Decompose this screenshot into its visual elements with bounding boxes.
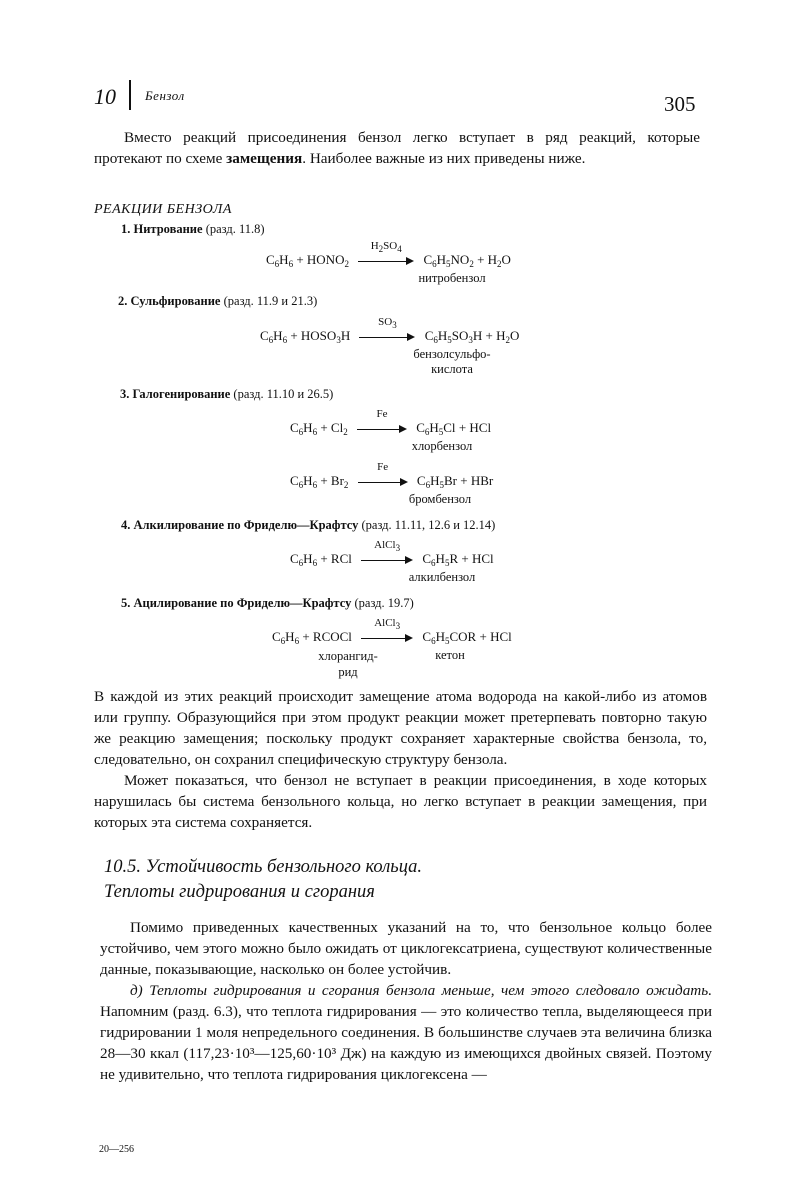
chapter-title: Бензол bbox=[145, 88, 185, 103]
paragraph-text: Напомним (разд. 6.3), что теплота гидрирования — это количество тепла, выделяющееся при гидрировании 1 моля непредельного соединения. В большинстве случаев эта величина близка 28—30 ккал (117,23·10³—125,60·10³ Дж) на каждую из имеющихся двойных связей. Поэтому не удивительно, что теплота гидрирования циклогексена — bbox=[100, 1003, 712, 1083]
intro-bold: замещения bbox=[226, 150, 303, 167]
catalyst: $SO_3$ bbox=[378, 316, 397, 331]
caption-nitrobenzene: нитробензол bbox=[418, 271, 486, 285]
reaction-arrow bbox=[358, 461, 408, 489]
reaction-name: 4. Алкилирование по Фриделю—Крафтсу bbox=[121, 518, 359, 532]
catalyst: $H_2SO_4$ bbox=[370, 240, 402, 255]
printer-signature: 20—256 bbox=[99, 1144, 134, 1155]
reaction-arrow bbox=[361, 539, 413, 567]
catalyst: Fe bbox=[376, 408, 388, 421]
reaction-arrow bbox=[361, 617, 413, 645]
caption-acyl-chloride: хлорангид- рид bbox=[318, 649, 378, 679]
header-divider bbox=[129, 80, 131, 110]
paragraph bbox=[100, 980, 712, 1085]
reaction-arrow bbox=[357, 408, 407, 436]
reaction-ref: (разд. 11.11, 12.6 и 12.14) bbox=[361, 518, 496, 532]
caption-bromobenzene: бромбензол bbox=[408, 492, 472, 506]
catalyst: AlCl$_3$ bbox=[374, 539, 401, 554]
equation-sulfonation: $C_6H_6$ + $HOSO_3H$ $SO_3$ $C_6H_5SO_3H + H_2O$ bbox=[260, 316, 520, 345]
reaction-name: 2. Сульфирование bbox=[118, 294, 221, 308]
equation-acylation: $C_6H_6$ + RCOCl AlCl$_3$ $C_6H_5COR$ + HCl bbox=[272, 617, 512, 646]
paragraph: В каждой из этих реакций происходит замещение атома водорода на какой-либо из атомов или группу. Образующийся при этом продукт реакции может претерпевать повторно такую же реакцию замещения; поскольку продукт сохраняет характерные свойства бензола, то, следовательно, он сохранил специфическую структуру бензола. bbox=[94, 688, 707, 768]
reaction-ref: (разд. 11.8) bbox=[205, 222, 265, 236]
catalyst: AlCl$_3$ bbox=[374, 617, 401, 632]
reaction-heading-2 bbox=[118, 294, 317, 309]
reaction-ref: (разд. 11.9 и 21.3) bbox=[223, 294, 318, 308]
reaction-heading-4 bbox=[121, 518, 495, 533]
paragraph: Помимо приведенных качественных указаний на то, что бензольное кольцо более устойчиво, чем этого можно было ожидать от циклогексатриена, существуют количественные данные, показывающие, насколько он более устойчив. bbox=[100, 919, 712, 978]
reaction-heading-5 bbox=[121, 596, 414, 611]
page-number: 305 bbox=[664, 92, 696, 116]
caption-ketone: кетон bbox=[435, 648, 465, 662]
reaction-ref: (разд. 11.10 и 26.5) bbox=[233, 387, 334, 401]
paragraph: Может показаться, что бензол не вступает в реакции присоединения, в ходе которых нарушилась бы система бензольного кольца, но легко вступает в реакции замещения, при которых эта система сохраняется. bbox=[94, 772, 707, 831]
reaction-arrow bbox=[358, 240, 414, 268]
section-heading bbox=[104, 855, 422, 905]
body-text-1 bbox=[94, 686, 707, 833]
body-text-2 bbox=[100, 917, 712, 1085]
equation-nitration: $C_6H_6$ + $HONO_2$ $H_2SO_4$ $C_6H_5NO_2 + H_2O$ bbox=[266, 240, 511, 269]
equation-alkylation: $C_6H_6$ + RCl AlCl$_3$ $C_6H_5R$ + HCl bbox=[290, 539, 494, 568]
reaction-name: 1. Нитрование bbox=[121, 222, 203, 236]
intro-paragraph bbox=[94, 127, 700, 169]
reactions-title: РЕАКЦИИ БЕНЗОЛА bbox=[94, 202, 232, 217]
reaction-heading-1 bbox=[121, 222, 265, 237]
intro-text: Вместо реакций присоединения бензол легко вступает в ряд реакций, которые протекают по схеме bbox=[94, 129, 700, 167]
reaction-arrow bbox=[359, 316, 415, 344]
reaction-heading-3 bbox=[120, 387, 333, 402]
caption-benzenesulfonic-acid: бензолсульфо- кислота bbox=[413, 347, 491, 376]
equation-bromination: $C_6H_6 + Br_2$ Fe $C_6H_5Br$ + HBr bbox=[290, 461, 494, 490]
italic-lead: д) Теплоты гидрирования и сгорания бензола меньше, чем этого следовало ожидать. bbox=[130, 982, 712, 999]
caption-alkylbenzene: алкилбензол bbox=[408, 570, 476, 584]
intro-text-end: . Наиболее важные из них приведены ниже. bbox=[302, 150, 586, 167]
reaction-name: 5. Ацилирование по Фриделю—Крафтсу bbox=[121, 596, 352, 610]
section-heading-line: 10.5. Устойчивость бензольного кольца. bbox=[104, 857, 423, 877]
section-heading-line: Теплоты гидрирования и сгорания bbox=[104, 882, 375, 902]
chapter-number: 10 bbox=[94, 84, 116, 109]
equation-chlorination: $C_6H_6 + Cl_2$ Fe $C_6H_5Cl$ + HCl bbox=[290, 408, 492, 437]
reaction-ref: (разд. 19.7) bbox=[354, 596, 414, 610]
reaction-name: 3. Галогенирование bbox=[120, 387, 231, 401]
caption-chlorobenzene: хлорбензол bbox=[411, 439, 473, 453]
catalyst: Fe bbox=[377, 461, 389, 474]
